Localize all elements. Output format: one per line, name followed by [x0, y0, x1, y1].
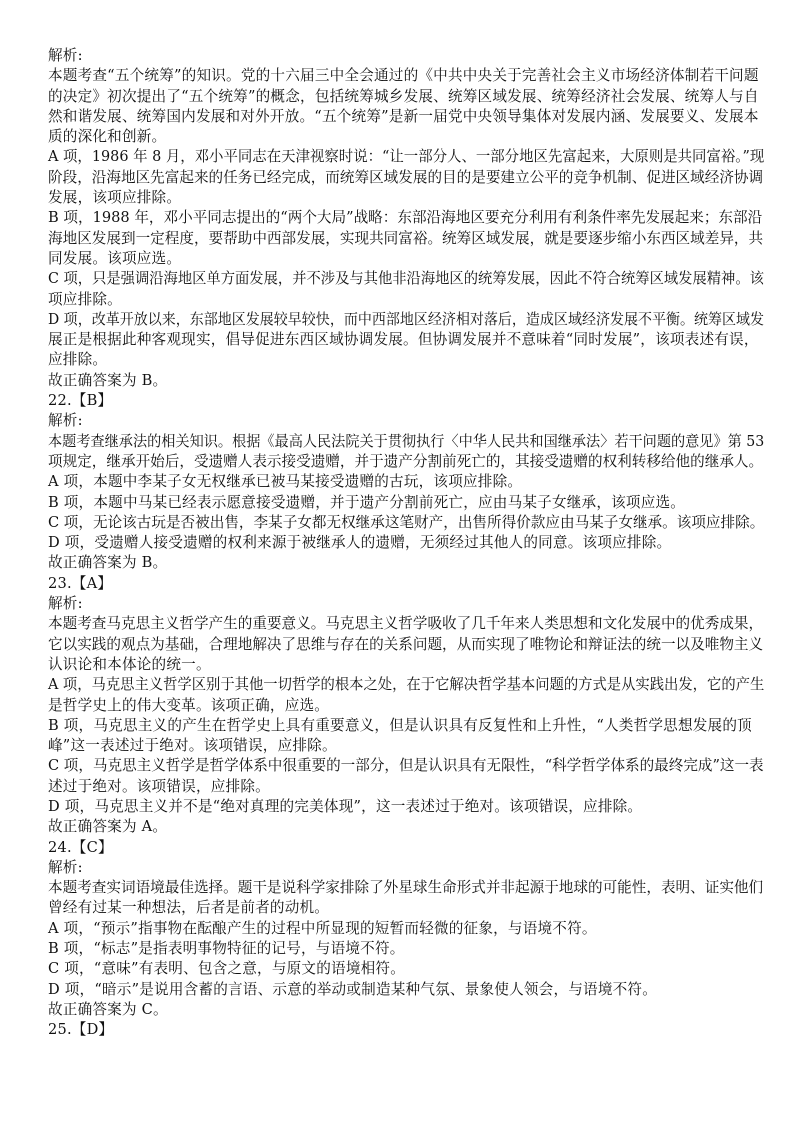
text-line: B 项，“标志”是指表明事物特征的记号，与语境不符。	[48, 940, 405, 958]
text-line: A 项，本题中李某子女无权继承已被马某接受遗赠的古玩，该项应排除。	[48, 473, 523, 491]
text-line: 然和谐发展、统筹国内发展和对外开放。“五个统筹”是新一届党中央领导集体对发展内涵、发展要义、发展本	[48, 107, 759, 125]
text-line: A 项，“预示”指事物在酝酿产生的过程中所显现的短暂而轻微的征象，与语境不符。	[48, 919, 597, 937]
text-line: 解析:	[48, 47, 83, 64]
text-line: C 项，马克思主义哲学是哲学体系中很重要的一部分，但是认识具有无限性，“科学哲学体系的最终完成”这一表	[48, 757, 764, 775]
text-line: 曾经有过某一种想法，后者是前者的动机。	[48, 899, 330, 917]
text-line: B 项，1988 年，邓小平同志提出的“两个大局”战略：东部沿海地区要充分利用有利条件率先发展起来；东部沿	[48, 209, 763, 227]
text-line: C 项，“意味”有表明、包含之意，与原文的语境相符。	[48, 960, 405, 978]
text-line: 本题考查继承法的相关知识。根据《最高人民法院关于贯彻执行〈中华人民共和国继承法〉若干问题的意见》第 53	[48, 432, 765, 450]
question-answer-heading: 25.【D】	[48, 1021, 114, 1039]
text-line: 同发展。该项应选。	[48, 249, 182, 267]
text-line: D 项，“暗示”是说用含蓄的言语、示意的举动或制造某种气氛、景象使人领会，与语境不符。	[48, 980, 658, 998]
text-line: 是哲学史上的伟大变革。该项正确，应选。	[48, 696, 330, 714]
text-line: 本题考查“五个统筹”的知识。党的十六届三中全会通过的《中共中央关于完善社会主义市场经济体制若干问题	[48, 67, 759, 85]
text-line: 展正是根据此种客观现实，倡导促进东西区域协调发展。但协调发展并不意味着“同时发展”，该项表述有误，	[48, 331, 759, 349]
text-line: D 项，受遗赠人接受遗赠的权利来源于被继承人的遗赠，无须经过其他人的同意。该项应排除。	[48, 534, 672, 552]
text-line: 本题考查实词语境最佳选择。题干是说科学家排除了外星球生命形式并非起源于地球的可能性，表明、证实他们	[48, 879, 764, 897]
text-line: 故正确答案为 B。	[48, 554, 168, 572]
answer-explanation-document	[48, 46, 764, 1041]
text-line: 解析:	[48, 412, 83, 430]
text-line: 海地区发展到一定程度，要帮助中西部发展，实现共同富裕。统筹区域发展，就是要逐步缩小东西区域差异，共	[48, 229, 764, 247]
text-line: 项规定，继承开始后，受遗赠人表示接受遗赠，并于遗产分割前死亡的，其接受遗赠的权利转移给他的继承人。	[48, 452, 764, 470]
text-line: C 项，无论该古玩是否被出售，李某子女都无权继承这笔财产，出售所得价款应由马某子女继承。该项应排除。	[48, 513, 765, 531]
text-line: B 项，马克思主义的产生在哲学史上具有重要意义，但是认识具有反复性和上升性，“人类哲学思想发展的顶	[48, 716, 752, 734]
text-line: 它以实践的观点为基础，合理地解决了思维与存在的关系问题，从而实现了唯物论和辩证法的统一以及唯物主义	[48, 635, 764, 653]
text-line: 解析:	[48, 595, 83, 613]
question-answer-heading: 22.【B】	[48, 392, 113, 410]
text-line: 的决定》初次提出了“五个统筹”的概念，包括统筹城乡发展、统筹区域发展、统筹经济社会发展、统筹人与自	[48, 87, 759, 105]
text-line: C 项，只是强调沿海地区单方面发展，并不涉及与其他非沿海地区的统筹发展，因此不符合统筹区域发展精神。该	[48, 270, 764, 288]
text-line: 阶段，沿海地区先富起来的任务已经完成，而统筹区域发展的目的是要建立公平的竞争机制、促进区域经济协调	[48, 168, 764, 186]
text-line: 认识论和本体论的统一。	[48, 655, 211, 673]
text-line: D 项，改革开放以来，东部地区发展较早较快，而中西部地区经济相对落后，造成区域经济发展不平衡。统筹区域发	[48, 310, 765, 328]
text-line: A 项，1986 年 8 月，邓小平同志在天津视察时说：“让一部分人、一部分地区先富起来，大原则是共同富裕。”现	[48, 148, 765, 166]
text-line: 发展，该项应排除。	[48, 189, 182, 207]
text-line: 故正确答案为 B。	[48, 371, 168, 389]
text-line: B 项，本题中马某已经表示愿意接受遗赠，并于遗产分割前死亡，应由马某子女继承，该项应选。	[48, 493, 686, 511]
text-line: A 项，马克思主义哲学区别于其他一切哲学的根本之处，在于它解决哲学基本问题的方式是从实践出发，它的产生	[48, 676, 765, 694]
question-answer-heading: 23.【A】	[48, 574, 113, 592]
text-line: 本题考查马克思主义哲学产生的重要意义。马克思主义哲学吸收了几千年来人类思想和文化发展中的优秀成果，	[48, 615, 764, 633]
text-line: 述过于绝对。该项错误，应排除。	[48, 777, 270, 795]
question-answer-heading: 24.【C】	[48, 838, 113, 856]
text-line: 质的深化和创新。	[48, 128, 167, 146]
text-line: 峰”这一表述过于绝对。该项错误，应排除。	[48, 737, 337, 755]
text-line: 故正确答案为 A。	[48, 818, 168, 836]
text-line: 应排除。	[48, 351, 108, 369]
text-line: 解析:	[48, 858, 83, 876]
text-line: 故正确答案为 C。	[48, 1000, 168, 1018]
text-line: 项应排除。	[48, 290, 122, 308]
text-line: D 项，马克思主义并不是“绝对真理的完美体现”，这一表述过于绝对。该项错误，应排除。	[48, 797, 643, 815]
